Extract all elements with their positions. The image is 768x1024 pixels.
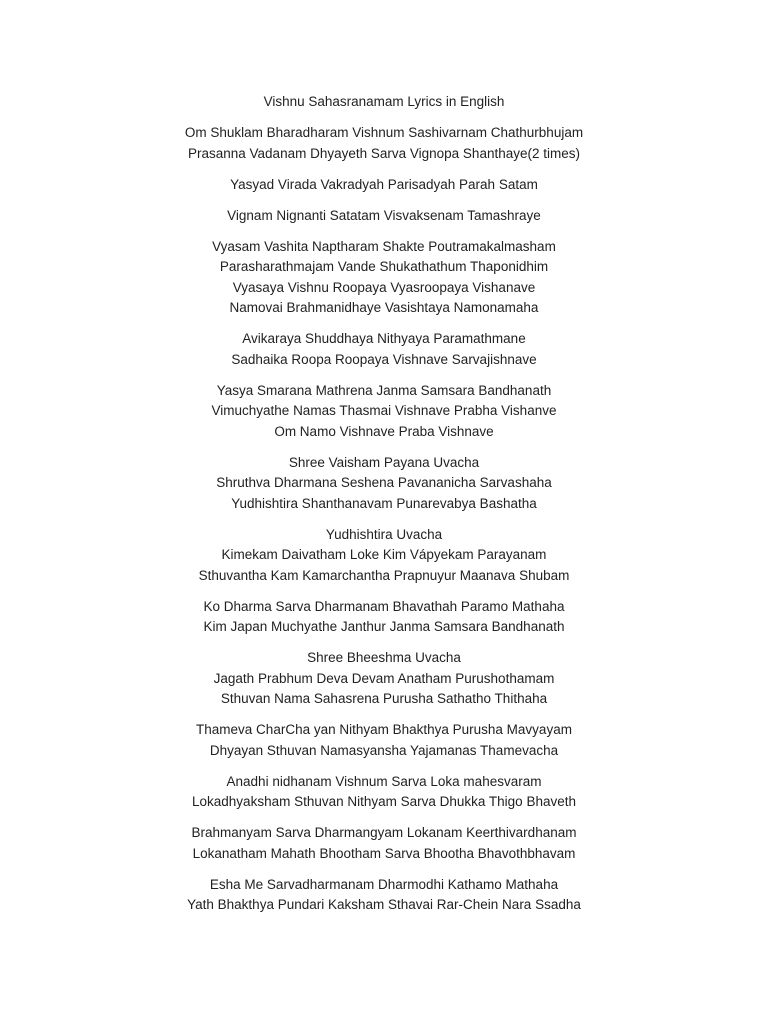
lyric-line: Sthuvan Nama Sahasrena Purusha Sathatho Thithaha [220, 691, 548, 706]
lyric-line: Dhyayan Sthuvan Namasyansha Yajamanas Thamevacha [209, 742, 559, 758]
lyrics-body [0, 123, 768, 916]
lyric-line: Shree Vaisham Payana Uvacha [288, 454, 480, 470]
lyric-line: Anadhi nidhanam Vishnum Sarva Loka mahesvaram [226, 773, 542, 789]
lyric-line: Lokadhyaksham Sthuvan Nithyam Sarva Dhukka Thigo Bhaveth [192, 794, 576, 809]
lyric-line: Namovai Brahmanidhaye Vasishtaya Namonamaha [229, 300, 539, 315]
stanza [0, 175, 768, 196]
stanza [0, 381, 768, 443]
lyric-line: Yudhishtira Uvacha [325, 526, 443, 542]
stanza [0, 720, 768, 761]
lyric-line: Esha Me Sarvadharmanam Dharmodhi Kathamo Mathaha [209, 876, 559, 892]
lyric-line: Om Namo Vishnave Praba Vishnave [274, 423, 494, 439]
lyric-line: Vyasaya Vishnu Roopaya Vyasroopaya Vishanave [232, 279, 536, 295]
lyric-line: Prasanna Vadanam Dhyayeth Sarva Vignopa Shanthaye(2 times) [188, 145, 580, 161]
stanza [0, 648, 768, 710]
lyric-line: Ko Dharma Sarva Dharmanam Bhavathah Paramo Mathaha [203, 598, 565, 614]
lyric-line: Kim Japan Muchyathe Janthur Janma Samsara Bandhanath [203, 619, 565, 634]
document-title: Vishnu Sahasranamam Lyrics in English [263, 94, 505, 109]
stanza [0, 329, 768, 370]
stanza [0, 237, 768, 319]
lyric-line: Sthuvantha Kam Kamarchantha Prapnuyur Maanava Shubam [198, 567, 570, 583]
stanza [0, 525, 768, 587]
lyric-line: Om Shuklam Bharadharam Vishnum Sashivarnam Chathurbhujam [184, 125, 584, 140]
lyric-line: Vimuchyathe Namas Thasmai Vishnave Prabha Vishanve [211, 403, 557, 418]
lyric-line: Jagath Prabhum Deva Devam Anatham Purushothamam [213, 670, 555, 686]
lyric-line: Yasya Smarana Mathrena Janma Samsara Bandhanath [216, 382, 552, 398]
lyric-line: Lokanatham Mahath Bhootham Sarva Bhootha Bhavothbhavam [192, 845, 576, 861]
lyric-line: Avikaraya Shuddhaya Nithyaya Paramathmane [242, 331, 526, 346]
lyric-line: Thameva CharCha yan Nithyam Bhakthya Purusha Mavyayam [196, 722, 572, 737]
stanza [0, 875, 768, 916]
lyric-line: Shree Bheeshma Uvacha [307, 650, 461, 665]
stanza [0, 772, 768, 813]
stanza [0, 123, 768, 164]
lyric-line: Yudhishtira Shanthanavam Punarevabya Bashatha [231, 495, 537, 511]
lyric-line: Sadhaika Roopa Roopaya Vishnave Sarvajishnave [231, 351, 537, 367]
lyric-line: Vyasam Vashita Naptharam Shakte Poutramakalmasham [212, 238, 556, 254]
document-page [0, 92, 768, 926]
stanza [0, 453, 768, 515]
lyric-line: Brahmanyam Sarva Dharmangyam Lokanam Keerthivardhanam [191, 825, 577, 840]
stanza [0, 823, 768, 864]
lyric-line: Yath Bhakthya Pundari Kaksham Sthavai Rar-Chein Nara Ssadha [187, 897, 581, 912]
lyric-line: Kimekam Daivatham Loke Kim Vápyekam Parayanam [221, 547, 547, 562]
lyric-line: Vignam Nignanti Satatam Visvaksenam Tamashraye [227, 207, 541, 223]
stanza [0, 206, 768, 227]
lyric-line: Shruthva Dharmana Seshena Pavananicha Sarvashaha [216, 475, 552, 490]
lyric-line: Yasyad Virada Vakradyah Parisadyah Parah Satam [230, 176, 538, 192]
lyric-line: Parasharathmajam Vande Shukathathum Thaponidhim [219, 259, 549, 274]
stanza [0, 597, 768, 638]
